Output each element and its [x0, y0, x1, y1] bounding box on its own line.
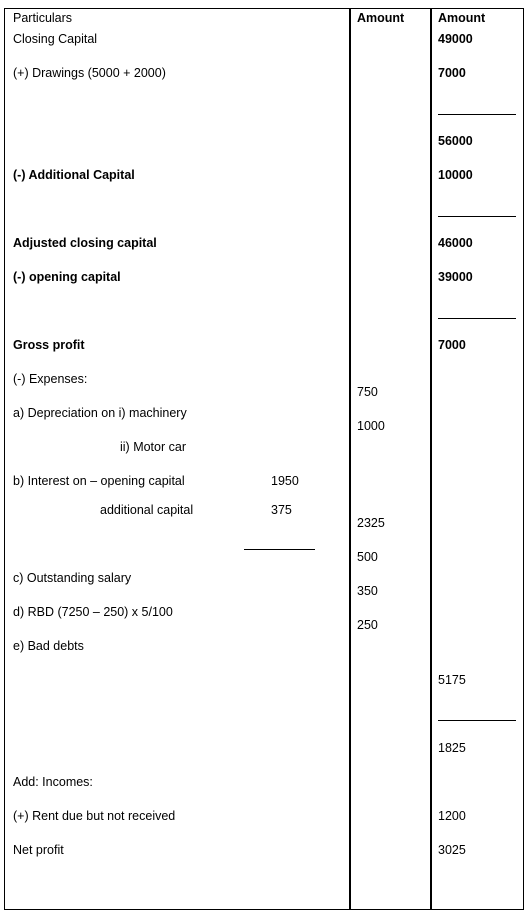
net-profit-label: Net profit: [13, 843, 64, 857]
expenses-label: (-) Expenses:: [13, 372, 88, 386]
rbd-label: d) RBD (7250 – 250) x 5/100: [13, 605, 173, 619]
interest-additional-amount: 375: [271, 503, 292, 517]
drawings-label: (+) Drawings (5000 + 2000): [13, 66, 166, 80]
adjusted-closing-label: Adjusted closing capital: [13, 236, 157, 250]
gross-profit-total: 7000: [438, 338, 466, 352]
interest-opening-label: b) Interest on – opening capital: [13, 474, 185, 488]
depreciation-label: a) Depreciation on i) machinery: [13, 406, 187, 420]
opening-capital-label: (-) opening capital: [13, 270, 121, 284]
bad-debts-amount: 250: [357, 618, 378, 632]
closing-capital-label: Closing Capital: [13, 32, 98, 46]
interest-additional-label: additional capital: [100, 503, 194, 517]
add-incomes-label: Add: Incomes:: [13, 775, 93, 789]
underline-rule: [438, 318, 516, 319]
gross-profit-label: Gross profit: [13, 338, 85, 352]
additional-capital-label: (-) Additional Capital: [13, 168, 135, 182]
header-amount-1: Amount: [357, 11, 405, 25]
net-profit-total: 3025: [438, 843, 466, 857]
interest-opening-amount: 1950: [271, 474, 299, 488]
drawings-total: 7000: [438, 66, 466, 80]
underline-rule: [438, 216, 516, 217]
header-amount-2: Amount: [438, 11, 486, 25]
rbd-amount: 350: [357, 584, 378, 598]
subtotal-after-expenses-total: 1825: [438, 741, 466, 755]
subtotal-total: 56000: [438, 134, 473, 148]
depreciation-motor-car-amount: 1000: [357, 419, 385, 433]
total-expenses-total: 5175: [438, 673, 466, 687]
additional-capital-total: 10000: [438, 168, 473, 182]
bad-debts-label: e) Bad debts: [13, 639, 84, 653]
header-particulars: Particulars: [13, 11, 73, 25]
adjusted-closing-total: 46000: [438, 236, 473, 250]
outstanding-salary-amount: 500: [357, 550, 378, 564]
outstanding-salary-label: c) Outstanding salary: [13, 571, 132, 585]
underline-rule: [438, 114, 516, 115]
closing-capital-total: 49000: [438, 32, 473, 46]
depreciation-machinery-amount: 750: [357, 385, 378, 399]
underline-rule: [438, 720, 516, 721]
column-divider-2: [430, 8, 432, 910]
interest-total-amount: 2325: [357, 516, 385, 530]
underline-rule: [244, 549, 315, 550]
rent-due-total: 1200: [438, 809, 466, 823]
rent-due-label: (+) Rent due but not received: [13, 809, 176, 823]
motor-car-label: ii) Motor car: [120, 440, 186, 454]
opening-capital-total: 39000: [438, 270, 473, 284]
column-divider-1: [349, 8, 351, 910]
